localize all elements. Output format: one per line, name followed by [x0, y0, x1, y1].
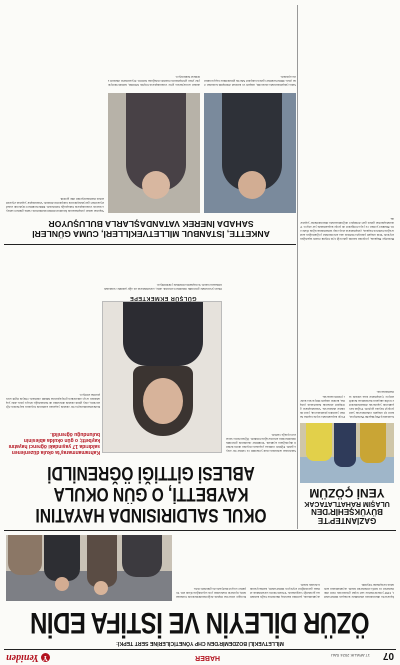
school-headline-3: ABLESİ GİTTİĞİ ÖĞRENİLDİ	[47, 461, 255, 483]
left-body-col-3: Belediye Başkanı, projenin kentin geleceği için büyük önem taşıdığını söyledi. Yeni ulaşım planıyla birlikte ana arterlerdeki yoğunluğun azalacağını belirten başkan, çalışmaların etap etap tamamlanacağını ifade etti. Bisiklet yolları ve yaya bölgeleri de proje kapsamında yer alıyor. Vatandaşlardan gelen geri dönüşler doğrultusunda düzenlemeler yapılacak.	[300, 216, 394, 241]
school-body-col-2: Saldırının ardından okul yönetimi ve veliler bir araya geldi. Eğitim camiası yaşanan olaydan derin üzüntü duyduğunu açıkladı. Yetkililer okullarda güvenlik önlemlerinin artırılacağını bildirdi. Öğrencinin cenazesi toprağa verildi.	[226, 432, 296, 453]
section-rule-2	[4, 244, 296, 245]
left-body-col-1: Gaziantep Büyükşehir Belediyesi, kent içi ulaşımı rahatlatacak yeni projeyi hayata geçirdi. Yoğun kavşaklarda yapılacak düzenlemelerle trafik akışının hızlanması hedefleniyor. Çalışmalar kısa sürede tamamlanacak.	[349, 390, 394, 419]
main-story-photo	[6, 535, 172, 601]
section-rule-1	[4, 530, 396, 531]
main-body-col-3: Kongre sürecine ilişkin değerlendirmelerde bulunan isim, üyelerin iradesinin yok sayıldığını ifade etti. Tepkiler sosyal medyada da gündem oldu.	[176, 586, 246, 599]
left-headline-1: BÜYÜKŞEHİR'DEN	[311, 507, 383, 516]
school-body-col-3: Okul çevresinde güvenlik önlemleri artırıldı. Aile, sorumluların en ağır şekilde cezalandırılmasını istedi. Soruşturma titizlikle yürütülüyor.	[104, 282, 222, 291]
masthead-rule	[4, 649, 396, 650]
section-label-text: HABER	[195, 654, 220, 661]
bottom-headline-1: ANKETTE, İSTANBUL MİLLETVEKİLLERİ, CUMA GÜNLERİ	[32, 229, 270, 239]
main-body-col-2: Açıklamada, partinin kuruluş ilkelerine bağlı kalınması gerektiği vurgulandı. Yöneticilerin sorumluluk alması gerektiğini söyleyen milletvekili, kamuoyundan destek istedi.	[250, 582, 320, 599]
logo-text: Yeniden	[6, 652, 39, 663]
main-body-col-1: İsparta'da düzenlenen etkinlikte konuşan milletvekili, CHP yöneticilerine sert tepki göstererek özür dilemelerini ve istifa etmelerini istedi. Açıklamanın ardından tartışmalar büyüdü.	[324, 582, 394, 599]
school-headline-2: KAYBETTİ, O GÜN OKULA	[53, 482, 249, 504]
bottom-story-photo-2	[108, 93, 200, 213]
left-body-col-2: Proje kapsamında toplu taşıma hatları yeniden planlanacak, yeni duraklar eklenecek. Vatandaşların görüşleri alınarak hazırlanan çalışma, kentin ulaşım ihtiyacına kalıcı çözüm sunacak.	[300, 394, 345, 419]
masthead-logo	[6, 652, 50, 663]
left-story-photo	[300, 423, 394, 483]
left-headline-2: ULAŞIM RAHATLATACAK	[304, 500, 390, 507]
logo-mark-icon: Y	[42, 654, 48, 662]
school-body-col-1: Kahramanmaraş'ta bir okulda yaşanan saldırıda hayatını kaybeden öğrencinin, olay günü okulda ablesinin de bulunduğu ortaya çıktı. Aile yaşadıkları acıyı anlatırken gözyaşlarına hâkim olamadı. Olayla ilgili soruşturma sürüyor.	[6, 392, 100, 409]
bottom-story-headline	[6, 219, 296, 239]
bottom-body-col-2: Saha çalışmalarında ekonomi, ulaşım ve kentsel dönüşüm konuları öne çıktı. Milletvekilleri gelen talepleri Meclis gündemine taşıyacaklarını açıkladı.	[204, 74, 296, 87]
page-number: 07	[382, 650, 394, 661]
bottom-headline-2: SAHADA İNEREK VATANDAŞLARLA BULUŞUYOR	[48, 219, 254, 229]
school-pull-quote: Kahramanmaraş'ta okula düzenlenen saldırıda 17 yaşındaki öğrenci hayatını kaybetti; o gün okulda ablesinin bulunduğu öğrenildi.	[8, 431, 100, 455]
main-kicker: MİLLETVEKİLİ BOZDEMİR'DEN CHP YÖNETİCİLERİNE SERT TEPKİ:	[116, 640, 284, 646]
left-headline-3: YENİ ÇÖZÜM	[309, 486, 385, 500]
left-story	[300, 486, 394, 525]
bottom-story-photo	[204, 93, 296, 213]
page-date: 17 ARALIK 2024 SALI	[330, 653, 370, 658]
school-headline-1: OKUL SALDIRISINDA HAYATINI	[35, 503, 267, 525]
column-rule-1	[297, 5, 298, 529]
school-photo-caption: GÜLŞÜR EKMEKTEPE	[129, 295, 197, 301]
left-kicker: GAZİANTEP'TE	[317, 516, 377, 525]
bottom-body-col-3: Anket sonuçlarına göre vatandaşların büyük bölümü, temsilcileriyle yüz yüze görüşmenin önemli olduğunu belirtti. Ziyaretlerin düzenli sürmesi bekleniyor.	[108, 74, 200, 87]
school-story-photo	[102, 301, 222, 453]
section-label	[195, 654, 220, 661]
bottom-body-col-1: Yapılan anket çalışmasında İstanbul milletvekillerinin cuma günleri sahaya inerek vatandaşlarla buluştuğu belirlendi. Milletvekilleri ilçelerde esnaf ziyaretleri gerçekleştirerek taleplerini dinledi. Vatandaşlar yapılan ziyaretlerden memnuniyetini dile getirdi.	[6, 196, 104, 213]
main-headline: ÖZÜR DİLEYİN VE İSTİFA EDİN	[30, 605, 370, 639]
